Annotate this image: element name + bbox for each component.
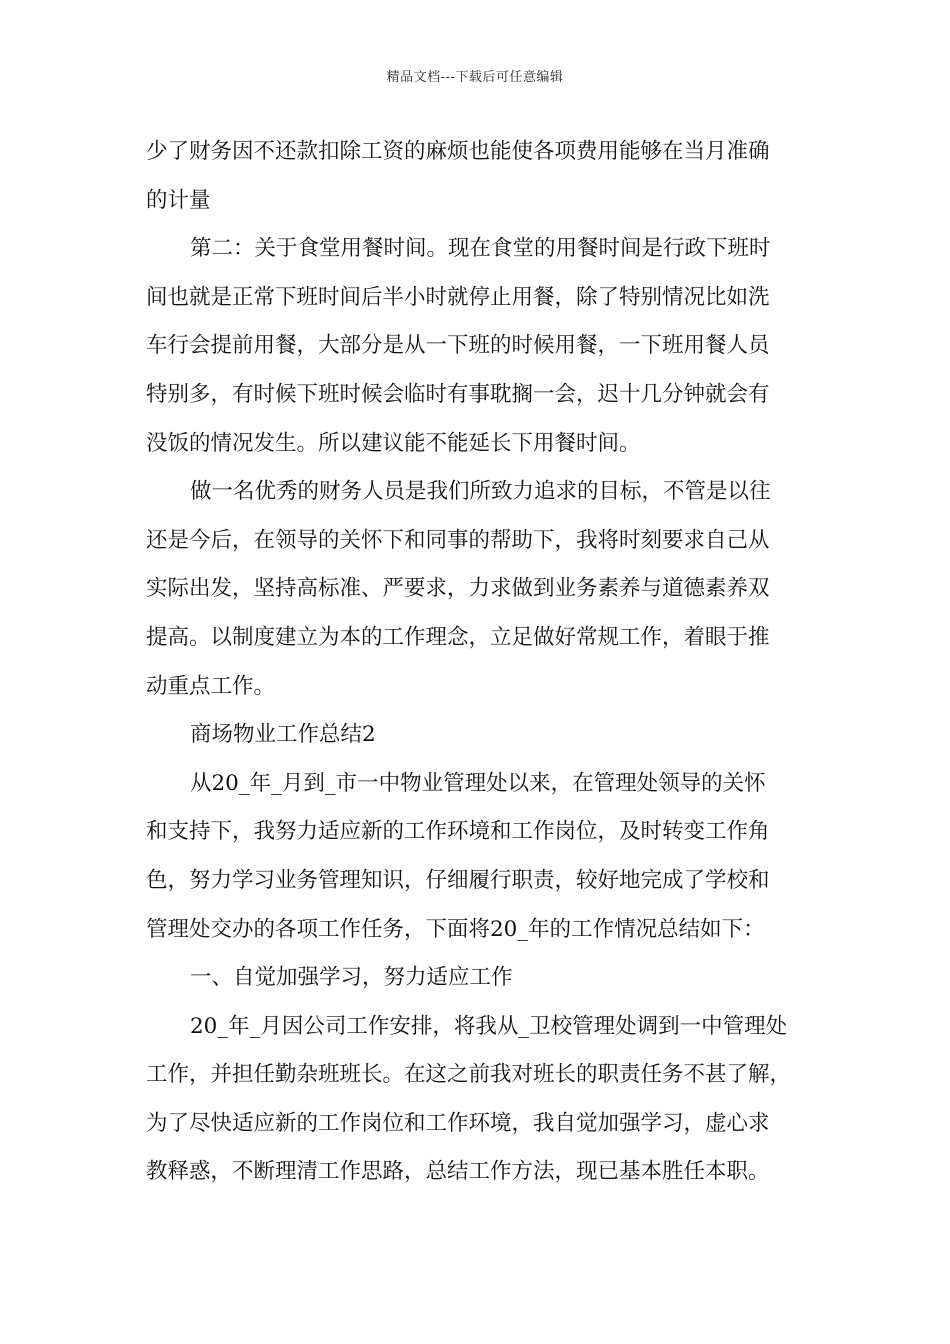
text-line: 特别多，有时候下班时候会临时有事耽搁一会，迟十几分钟就会有	[146, 381, 770, 407]
text-line: 教释惑，不断理清工作思路，总结工作方法，现已基本胜任本职。	[146, 1159, 770, 1185]
document-body	[146, 128, 812, 1197]
text-line: 还是今后，在领导的关怀下和同事的帮助下，我将时刻要求自己从	[146, 527, 770, 553]
text-line: 为了尽快适应新的工作岗位和工作环境，我自觉加强学习，虚心求	[146, 1110, 770, 1136]
text-line: 色，努力学习业务管理知识，仔细履行职责，较好地完成了学校和	[146, 867, 770, 893]
paragraph-start-line: 从20_年_月到_市一中物业管理处以来，在管理处领导的关怀	[190, 770, 766, 796]
section-title: 商场物业工作总结2	[190, 722, 376, 748]
paragraph-start-line: 20_年_月因公司工作安排，将我从_卫校管理处调到一中管理处	[190, 1013, 788, 1039]
text-line: 少了财务因不还款扣除工资的麻烦也能使各项费用能够在当月准确	[146, 139, 770, 164]
subsection-heading: 一、自觉加强学习，努力适应工作	[190, 965, 513, 991]
text-line: 提高。以制度建立为本的工作理念，立足做好常规工作，着眼于推	[146, 624, 770, 650]
text-line: 工作，并担任勤杂班班长。在这之前我对班长的职责任务不甚了解，	[146, 1062, 792, 1088]
text-line: 车行会提前用餐，大部分是从一下班的时候用餐，一下班用餐人员	[146, 333, 770, 359]
text-line: 没饭的情况发生。所以建议能不能延长下用餐时间。	[146, 430, 641, 456]
text-line: 间也就是正常下班时间后半小时就停止用餐，除了特别情况比如洗	[146, 284, 770, 310]
text-line: 动重点工作。	[146, 673, 276, 699]
page-header: 精品文档---下载后可任意编辑	[386, 70, 564, 85]
text-line: 的计量	[146, 187, 211, 213]
paragraph-start-line: 第二：关于食堂用餐时间。现在食堂的用餐时间是行政下班时	[190, 236, 771, 262]
paragraph-start-line: 做一名优秀的财务人员是我们所致力追求的目标，不管是以往	[190, 479, 771, 505]
text-line: 实际出发，坚持高标准、严要求，力求做到业务素养与道德素养双	[146, 576, 770, 602]
text-line: 管理处交办的各项工作任务，下面将20_年的工作情况总结如下：	[146, 916, 765, 942]
text-line: 和支持下，我努力适应新的工作环境和工作岗位，及时转变工作角	[146, 819, 770, 845]
